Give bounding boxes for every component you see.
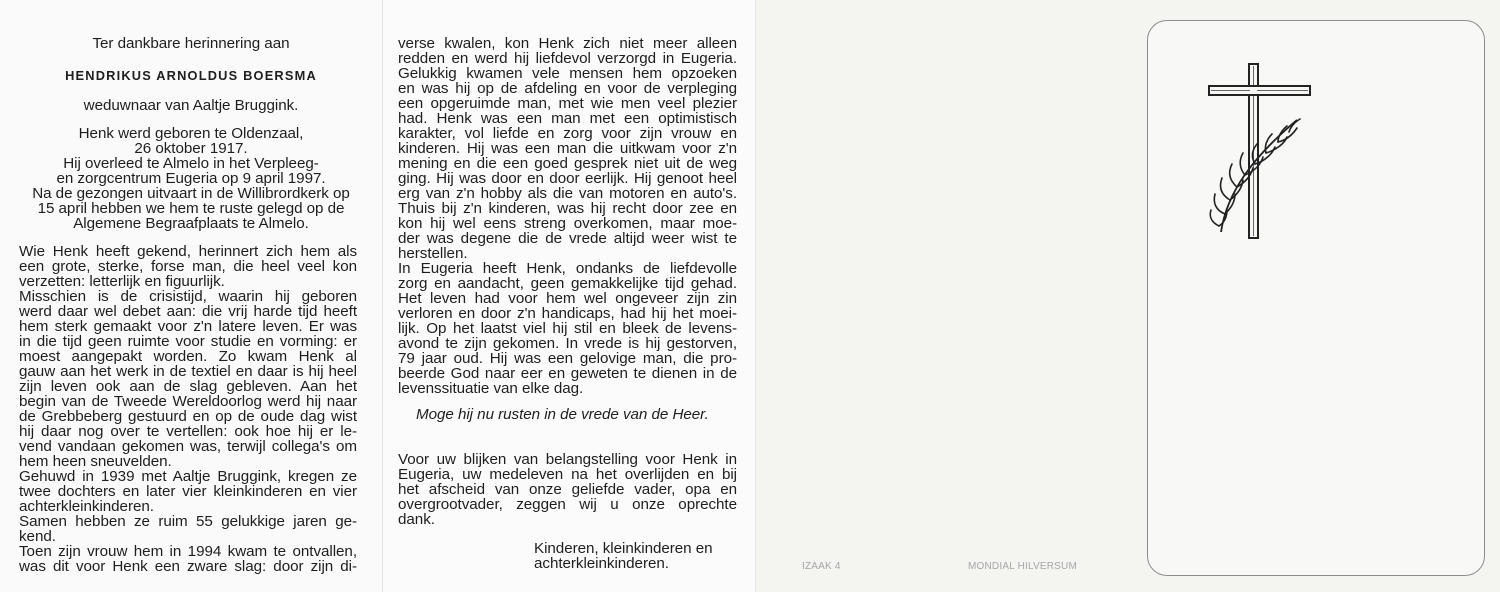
- intro-line: en zorgcentrum Eugeria op 9 april 1997.: [56, 170, 326, 187]
- body-line: redden en werd hij liefdevol verzorgd in Eugeria.: [398, 50, 737, 67]
- body-line: en was hij op de afdeling en voor de verpleging: [398, 80, 737, 97]
- body-line: In Eugeria heeft Henk, ondanks de liefdevolle: [398, 260, 737, 277]
- body-line: Samen hebben ze ruim 55 gelukkige jaren ge-: [19, 513, 357, 530]
- cross-with-palm-branch-icon: [1205, 62, 1315, 242]
- body-line: beerde God naar eer en geweten te dienen in de: [398, 365, 737, 382]
- model-code-text: IZAAK 4: [802, 561, 841, 572]
- body-line: kon hij wel eens streng overkomen, maar moe-: [398, 215, 737, 232]
- body-line: twee dochters en later vier kleinkinderen en vier: [19, 483, 357, 500]
- body-line: Toen zijn vrouw hem in 1994 kwam te ontvallen,: [19, 543, 357, 560]
- body-line: werd daar wel debet aan: die vrij harde tijd heeft: [19, 303, 357, 320]
- body-line: kend.: [19, 528, 56, 545]
- middle-panel: [383, 0, 755, 592]
- body-line: avond te zijn gekomen. In vrede is hij gestorven,: [398, 335, 737, 352]
- body-line: hem heen sneuvelden.: [19, 453, 172, 470]
- printer-imprint-text: MONDIAL HILVERSUM: [968, 561, 1077, 572]
- prayer-line: Moge hij nu rusten in de vrede van de Heer.: [416, 406, 709, 423]
- thanks-line: overgrootvader, zeggen wij u onze oprechte: [398, 496, 737, 513]
- body-line: was dit voor Henk een zware slag: door zijn di-: [19, 558, 357, 575]
- body-line: hem sterk gemaakt voor z'n latere leven. Er was: [19, 318, 357, 335]
- body-line: ging. Hij was door en door eerlijk. Hij genoot heel: [398, 170, 737, 187]
- body-line: verzetten: letterlijk en figuurlijk.: [19, 273, 225, 290]
- body-line: in die tijd geen ruimte voor studie en vorming: er: [19, 333, 357, 350]
- intro-line: 26 oktober 1917.: [134, 140, 248, 157]
- body-line: Gehuwd in 1939 met Aaltje Bruggink, kregen ze: [19, 468, 357, 485]
- body-line: der was degene die de vrede altijd weer wist te: [398, 230, 737, 247]
- body-line: levenssituatie van elke dag.: [398, 380, 584, 397]
- signature-line: achterkleinkinderen.: [534, 555, 669, 572]
- heading-line: Ter dankbare herinnering aan: [92, 35, 290, 52]
- intro-line: Algemene Begraafplaats te Almelo.: [73, 215, 309, 232]
- signature-line: Kinderen, kleinkinderen en: [534, 540, 713, 557]
- body-line: een grote, sterke, forse man, die heel veel kon: [19, 258, 357, 275]
- body-line: herstellen.: [398, 245, 468, 262]
- body-line: Wie Henk heeft gekend, herinnert zich hem als: [19, 243, 357, 260]
- thanks-line: het afscheid van onze geliefde vader, opa en: [398, 481, 737, 498]
- body-line: Misschien is de crisistijd, waarin hij geboren: [19, 288, 357, 305]
- body-line: Thuis bij z'n kinderen, was hij recht door zee en: [398, 200, 737, 217]
- deceased-name: HENDRIKUS ARNOLDUS BOERSMA: [65, 68, 317, 83]
- thanks-line: Voor uw blijken van belangstelling voor Henk in: [398, 451, 737, 468]
- intro-line: Na de gezongen uitvaart in de Willibrordkerk op: [32, 185, 350, 202]
- intro-line: Hij overleed te Almelo in het Verpleeg-: [63, 155, 319, 172]
- body-line: karakter, vol liefde en zorg voor zijn vrouw en: [398, 125, 737, 142]
- body-line: kinderen. Hij was een man die uitkwam voor z'n: [398, 140, 737, 157]
- body-line: achterkleinkinderen.: [19, 498, 154, 515]
- body-line: had. Henk was een man met een optimistisch: [398, 110, 737, 127]
- body-line: hij daar nog over te vertellen: ook hoe hij er le-: [19, 423, 357, 440]
- body-line: Gelukkig kwamen vele mensen hem opzoeken: [398, 65, 737, 82]
- body-line: vend vandaan gekomen was, terwijl collega's om: [19, 438, 357, 455]
- body-line: verloren en door z'n handicaps, had hij het moei-: [398, 305, 737, 322]
- thanks-line: Eugeria, uw medeleven na het overlijden en bij: [398, 466, 737, 483]
- body-line: lijk. Op het laatst viel hij stil en bleek de levens-: [398, 320, 737, 337]
- intro-line: Henk werd geboren te Oldenzaal,: [78, 125, 304, 142]
- body-line: moest aangepakt worden. Zo kwam Henk al: [19, 348, 357, 365]
- thanks-line: dank.: [398, 511, 435, 528]
- body-line: erg van z'n hobby als die van motoren en auto's.: [398, 185, 737, 202]
- widower-line: weduwnaar van Aaltje Bruggink.: [83, 97, 299, 114]
- body-line: Het leven had voor hem wel ongeveer zijn zin: [398, 290, 737, 307]
- left-panel: [0, 0, 382, 592]
- body-line: de Grebbeberg gestuurd en op de oude dag wist: [19, 408, 357, 425]
- body-line: zorg en aandacht, geen gemakkelijke tijd gehad.: [398, 275, 737, 292]
- body-line: mening en die een goed gesprek niet uit de weg: [398, 155, 737, 172]
- cover-frame: [1147, 20, 1485, 576]
- body-line: gauw aan het werk in de textiel en daar is hij heel: [19, 363, 357, 380]
- body-line: een opgeruimde man, met wie men veel plezier: [398, 95, 737, 112]
- body-line: begin van de Tweede Wereldoorlog werd hij naar: [19, 393, 357, 410]
- intro-line: 15 april hebben we hem te ruste gelegd op de: [37, 200, 345, 217]
- body-line: 79 jaar oud. Hij was een gelovige man, die pro-: [398, 350, 737, 367]
- body-line: verse kwalen, kon Henk zich niet meer alleen: [398, 35, 737, 52]
- body-line: zijn leven ook aan de slag gebleven. Aan het: [19, 378, 357, 395]
